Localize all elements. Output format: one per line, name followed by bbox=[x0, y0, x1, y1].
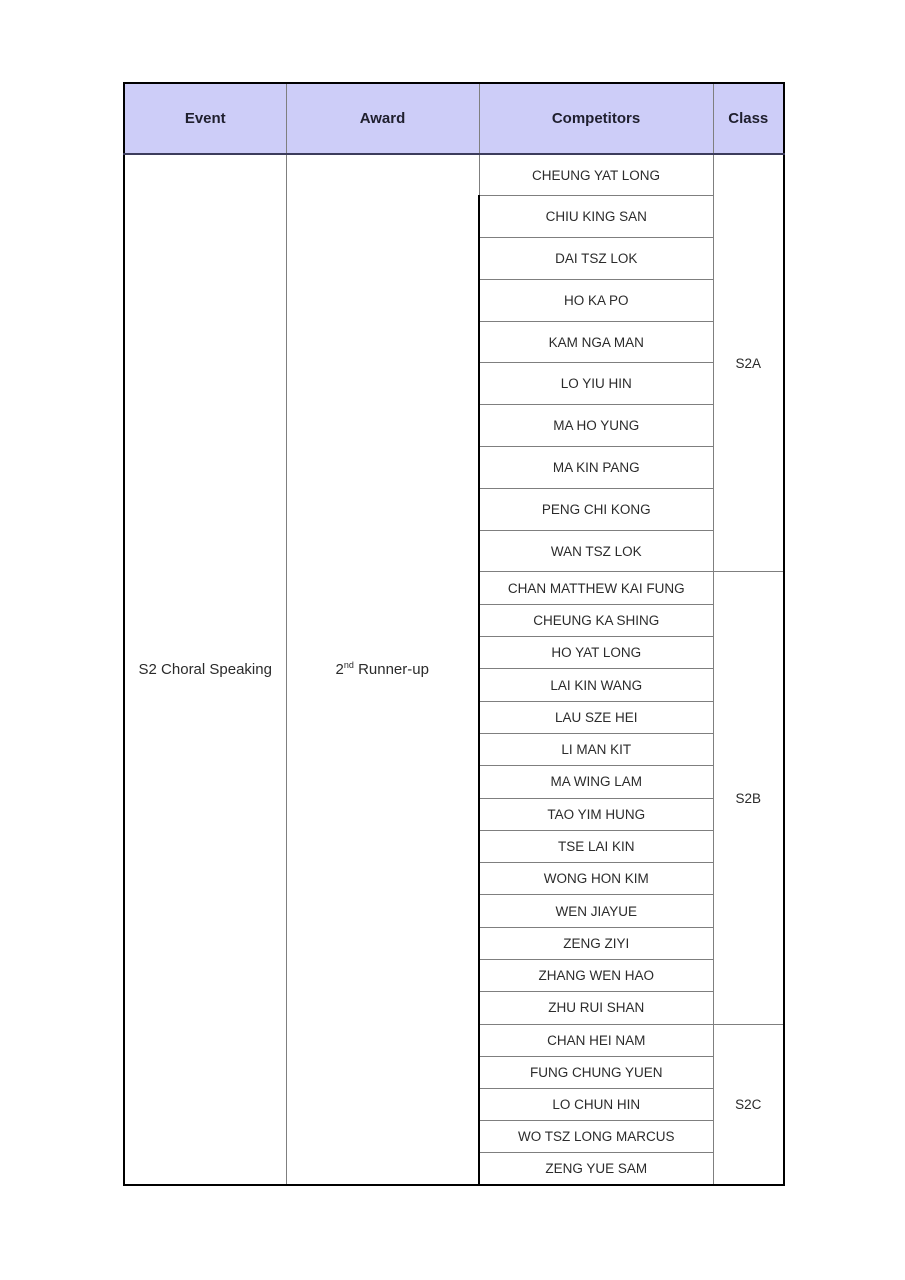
competitor-cell: MA WING LAM bbox=[479, 766, 713, 798]
competitor-cell: TAO YIM HUNG bbox=[479, 798, 713, 830]
competitor-cell: MA HO YUNG bbox=[479, 405, 713, 447]
competitor-cell: ZENG YUE SAM bbox=[479, 1153, 713, 1185]
competitor-cell: KAM NGA MAN bbox=[479, 321, 713, 363]
competitor-cell: ZENG ZIYI bbox=[479, 927, 713, 959]
competitor-cell: WO TSZ LONG MARCUS bbox=[479, 1121, 713, 1153]
competitor-cell: DAI TSZ LOK bbox=[479, 238, 713, 280]
award-ordinal: nd bbox=[343, 660, 354, 671]
award-results-table bbox=[123, 82, 785, 1186]
header-competitors: Competitors bbox=[479, 83, 713, 154]
competitor-cell: ZHU RUI SHAN bbox=[479, 992, 713, 1024]
class-cell-s2a: S2A bbox=[713, 154, 784, 572]
award-cell bbox=[286, 154, 479, 1185]
competitor-cell: MA KIN PANG bbox=[479, 447, 713, 489]
competitor-cell: CHEUNG KA SHING bbox=[479, 604, 713, 636]
competitor-cell: LO YIU HIN bbox=[479, 363, 713, 405]
competitor-cell: WAN TSZ LOK bbox=[479, 530, 713, 572]
competitor-cell: CHEUNG YAT LONG bbox=[479, 154, 713, 196]
table-row bbox=[124, 154, 784, 196]
header-award: Award bbox=[286, 83, 479, 154]
competitor-cell: HO YAT LONG bbox=[479, 637, 713, 669]
competitor-cell: CHAN MATTHEW KAI FUNG bbox=[479, 572, 713, 604]
award-text: Runner-up bbox=[353, 661, 429, 679]
header-event: Event bbox=[124, 83, 286, 154]
competitor-cell: TSE LAI KIN bbox=[479, 830, 713, 862]
competitor-cell: HO KA PO bbox=[479, 279, 713, 321]
competitor-cell: CHAN HEI NAM bbox=[479, 1024, 713, 1056]
class-cell-s2b: S2B bbox=[713, 572, 784, 1024]
competitor-cell: WEN JIAYUE bbox=[479, 895, 713, 927]
competitor-cell: WONG HON KIM bbox=[479, 863, 713, 895]
class-cell-s2c: S2C bbox=[713, 1024, 784, 1185]
competitor-cell: LI MAN KIT bbox=[479, 733, 713, 765]
header-row bbox=[124, 83, 784, 154]
event-cell: S2 Choral Speaking bbox=[124, 154, 286, 1185]
header-class: Class bbox=[713, 83, 784, 154]
competitor-cell: LAU SZE HEI bbox=[479, 701, 713, 733]
competitor-cell: LO CHUN HIN bbox=[479, 1089, 713, 1121]
competitor-cell: ZHANG WEN HAO bbox=[479, 960, 713, 992]
competitor-cell: FUNG CHUNG YUEN bbox=[479, 1056, 713, 1088]
competitor-cell: CHIU KING SAN bbox=[479, 196, 713, 238]
competitor-cell: LAI KIN WANG bbox=[479, 669, 713, 701]
award-number: 2 bbox=[335, 661, 344, 679]
competitor-cell: PENG CHI KONG bbox=[479, 488, 713, 530]
